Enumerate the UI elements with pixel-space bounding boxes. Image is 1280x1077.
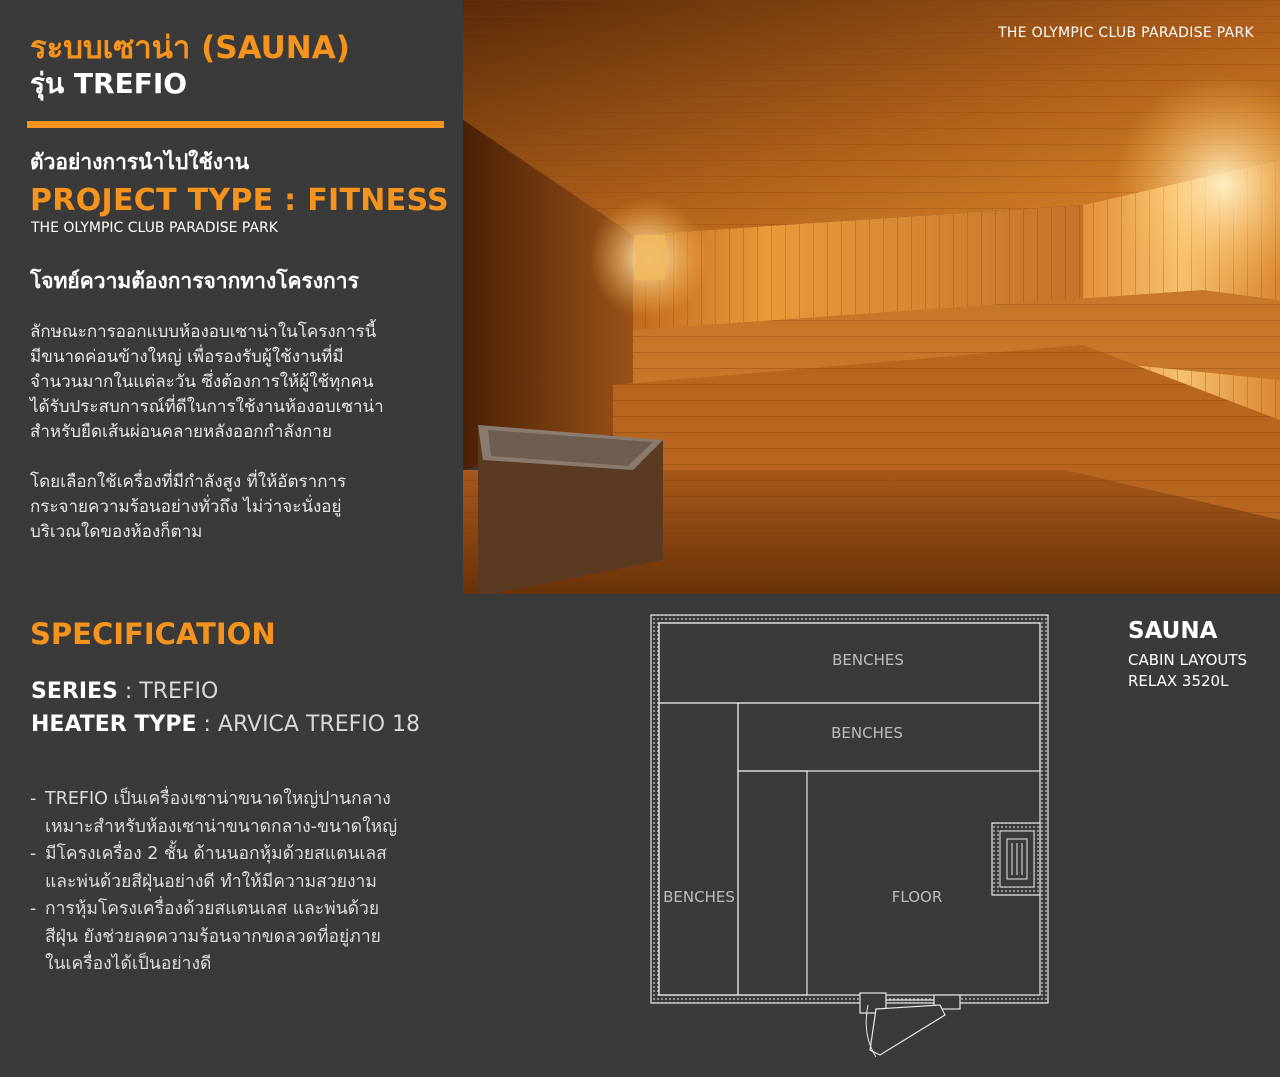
series-separator: : [117, 679, 140, 704]
paragraph-line: ได้รับประสบการณ์ที่ดีในการใช้งานห้องอบเซาน่า [30, 397, 384, 417]
layout-subtitle-line: CABIN LAYOUTS [1128, 651, 1248, 669]
bench-top-label: BENCHES [832, 651, 904, 669]
requirements-heading: โจทย์ความต้องการจากทางโครงการ [30, 269, 359, 293]
layout-model-line: RELAX 3520L [1128, 672, 1229, 690]
page-subtitle-model: รุ่น TREFIO [30, 67, 188, 100]
requirements-paragraph-2 [30, 470, 450, 545]
paragraph-line: กระจายความร้อนอย่างทั่วถึง ไม่ว่าจะนั่งอยู่ [30, 497, 342, 517]
bullet-text: สีฝุ่น ยังช่วยลดความร้อนจากขดลวดที่อยู่ภาย [45, 926, 381, 947]
heater-type-value: ARVICA TREFIO 18 [217, 712, 421, 737]
paragraph-line: บริเวณใดของห้องก็ตาม [30, 522, 203, 542]
photo-caption: THE OLYMPIC CLUB PARADISE PARK [998, 25, 1254, 41]
requirements-paragraph-1 [30, 320, 450, 445]
floor-label: FLOOR [891, 888, 943, 906]
paragraph-line: ลักษณะการออกแบบห้องอบเซาน่าในโครงการนี้ [30, 322, 377, 342]
bullet-dash: - [30, 899, 37, 919]
list-item [30, 786, 397, 841]
series-key: SERIES [31, 679, 118, 704]
bullet-dash: - [30, 844, 37, 864]
series-row [31, 679, 218, 704]
layout-subtitle [1128, 650, 1247, 692]
paragraph-line: โดยเลือกใช้เครื่องที่มีกำลังสูง ที่ให้อัตราการ [30, 472, 347, 492]
page-title: ระบบเซาน่า (SAUNA) [30, 30, 350, 66]
heater-type-separator: : [196, 712, 218, 737]
bullet-dash: - [30, 789, 37, 809]
sauna-photo [463, 0, 1280, 594]
heater-type-row [31, 712, 420, 737]
list-item [30, 841, 397, 896]
bullet-text: TREFIO เป็นเครื่องเซาน่าขนาดใหญ่ปานกลาง [45, 789, 391, 809]
bullet-text: การหุ้มโครงเครื่องด้วยสแตนเลส และพ่นด้วย [45, 899, 380, 919]
heater-symbol [992, 823, 1040, 895]
bullet-text: และพ่นด้วยสีฝุ่นอย่างดี ทำให้มีความสวยงาม [45, 871, 377, 892]
title-divider [27, 121, 444, 128]
list-item [30, 896, 397, 979]
bench-left-label: BENCHES [663, 888, 735, 906]
specification-heading: SPECIFICATION [30, 617, 276, 651]
paragraph-line: สำหรับยืดเส้นผ่อนคลายหลังออกกำลังกาย [30, 422, 332, 442]
paragraph-line: มีขนาดค่อนข้างใหญ่ เพื่อรองรับผู้ใช้งานที่มี [30, 347, 344, 367]
bullet-text: เหมาะสำหรับห้องเซาน่าขนาดกลาง-ขนาดใหญ่ [45, 816, 398, 837]
bench-middle-label: BENCHES [831, 724, 903, 742]
spec-bullet-list [30, 786, 397, 979]
project-name: THE OLYMPIC CLUB PARADISE PARK [31, 220, 278, 236]
bullet-text: ในเครื่องได้เป็นอย่างดี [45, 954, 212, 974]
series-value: TREFIO [139, 679, 219, 704]
paragraph-line: จำนวนมากในแต่ละวัน ซึ่งต้องการให้ผู้ใช้ทุกคน [30, 372, 374, 392]
bullet-text: มีโครงเครื่อง 2 ชั้น ด้านนอกหุ้มด้วยสแตนเลส [45, 844, 387, 864]
heater-type-key: HEATER TYPE [31, 712, 197, 737]
example-label: ตัวอย่างการนำไปใช้งาน [30, 150, 250, 174]
project-type-heading: PROJECT TYPE : FITNESS [30, 183, 449, 218]
layout-title: SAUNA [1128, 618, 1218, 644]
cabin-layout-plan [640, 605, 1060, 1065]
